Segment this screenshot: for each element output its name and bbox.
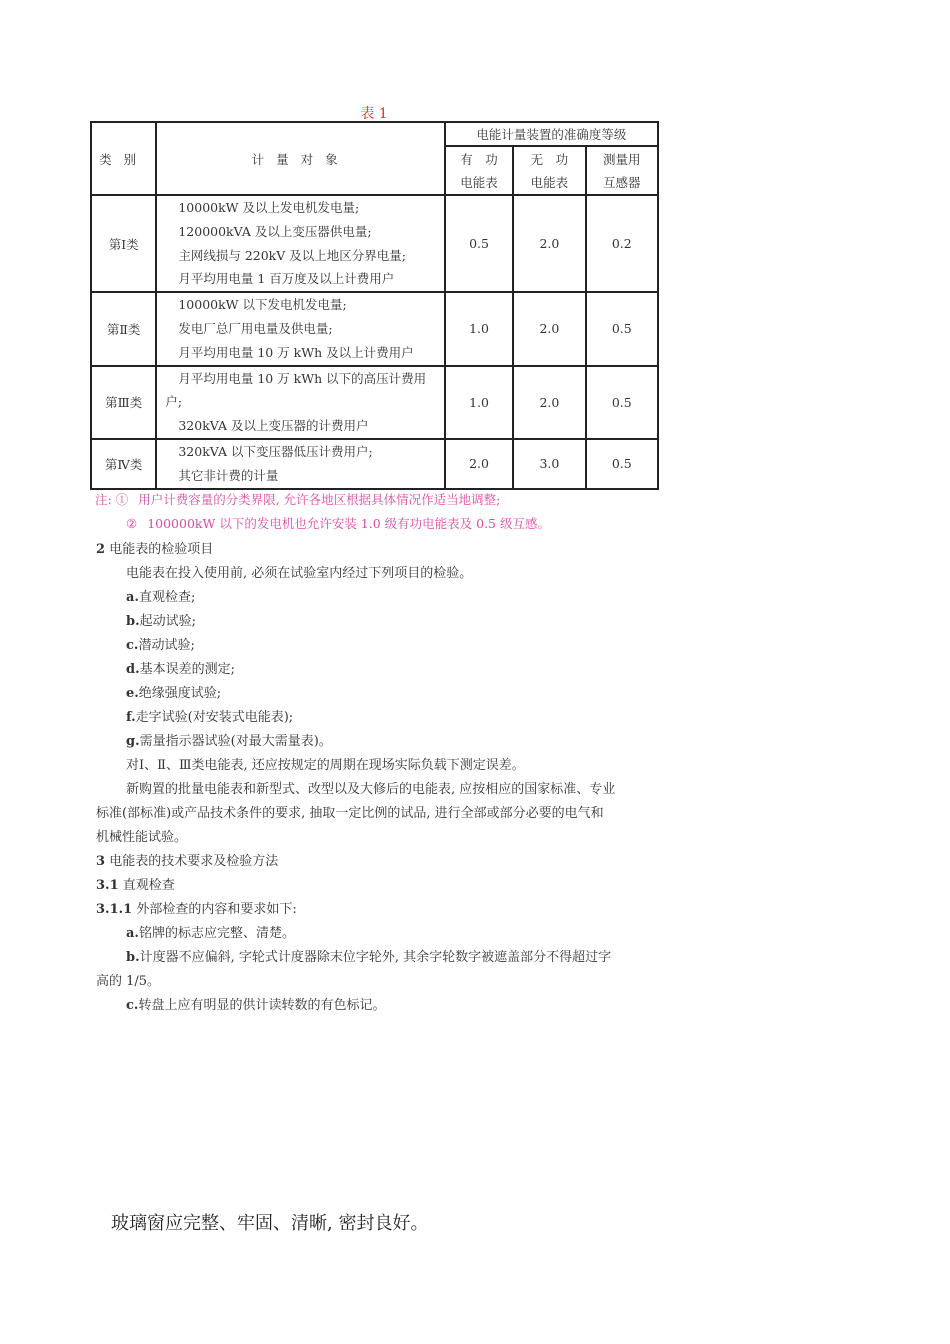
- table-caption: 表 1: [360, 106, 388, 122]
- list-item: [126, 994, 385, 1013]
- row-objects: [156, 292, 445, 365]
- item-letter: c.: [126, 638, 139, 653]
- row-active-value: 0.5: [445, 195, 513, 292]
- list-item: [126, 610, 196, 629]
- table-note-2: [126, 514, 550, 532]
- section-2-intro: 电能表在投入使用前, 必须在试验室内经过下列项目的检验。: [126, 566, 473, 581]
- section-3-heading: [96, 850, 278, 869]
- object-line: 户;: [165, 394, 183, 410]
- paragraph-line: 机械性能试验。: [96, 830, 188, 845]
- item-letter: b.: [126, 950, 140, 965]
- item-text: 铭牌的标志应完整、清楚。: [138, 926, 295, 941]
- section-number: 3: [96, 854, 106, 869]
- row-ct-value: 0.5: [586, 366, 658, 439]
- row-objects: [156, 366, 445, 439]
- object-line: 月平均用电量 10 万 kWh 及以上计费用户: [178, 344, 414, 360]
- item-text: 绝缘强度试验;: [138, 686, 222, 701]
- row-active-value: 1.0: [445, 366, 513, 439]
- section-number: 3.1.1: [96, 902, 133, 917]
- item-letter: f.: [126, 710, 136, 725]
- row-objects: [156, 195, 445, 292]
- paragraph-line: 高的 1/5。: [96, 974, 161, 989]
- section-title: 外部检查的内容和要求如下:: [136, 902, 297, 917]
- header-ct-line1: 测量用: [603, 151, 641, 167]
- row-reactive-value: 3.0: [513, 439, 585, 489]
- item-text: 走字试验(对安装式电能表);: [135, 710, 294, 725]
- item-letter: b.: [126, 614, 140, 629]
- item-text: 计度器不应偏斜, 字轮式计度器除末位字轮外, 其余字轮数字被遮盖部分不得超过字: [139, 950, 612, 965]
- header-reactive-line2: 电能表: [530, 174, 569, 190]
- header-active-line1: 有 功: [460, 151, 498, 167]
- header-reactive-meter: [513, 146, 585, 195]
- object-line: 10000kW 及以上发电机发电量;: [178, 200, 360, 215]
- section-number: 2: [96, 542, 106, 557]
- accuracy-class-table: [90, 121, 659, 490]
- row-category: 第Ⅰ类: [91, 195, 156, 292]
- section-title: 电能表的技术要求及检验方法: [109, 854, 279, 869]
- header-category: 类别: [91, 122, 156, 195]
- section-title: 直观检查: [122, 878, 175, 893]
- row-ct-value: 0.5: [586, 439, 658, 489]
- object-line: 主网线损与 220kV 及以上地区分界电量;: [178, 247, 406, 263]
- section-number: 3.1: [96, 878, 119, 893]
- header-active-line2: 电能表: [460, 174, 498, 190]
- table-row: [91, 439, 658, 489]
- row-reactive-value: 2.0: [513, 195, 585, 292]
- item-text: 直观检查;: [138, 590, 196, 605]
- object-line: 10000kW 以下发电机发电量;: [178, 297, 347, 313]
- list-item: [126, 922, 295, 941]
- item-text: 转盘上应有明显的供计读转数的有色标记。: [138, 998, 386, 1013]
- header-accuracy-group: 电能计量装置的准确度等级: [445, 122, 658, 146]
- item-letter: d.: [126, 662, 140, 677]
- note-prefix: 注:: [95, 492, 112, 507]
- row-reactive-value: 2.0: [513, 292, 585, 365]
- list-item: [126, 634, 195, 653]
- header-object: 计量对象: [156, 122, 445, 195]
- row-reactive-value: 2.0: [513, 366, 585, 439]
- row-ct-value: 0.2: [586, 195, 658, 292]
- item-letter: a.: [126, 590, 139, 605]
- header-reactive-line1: 无 功: [530, 151, 569, 167]
- list-item: [126, 586, 195, 605]
- item-letter: a.: [126, 926, 139, 941]
- header-ct-line2: 互感器: [603, 174, 641, 190]
- list-item: [126, 946, 611, 965]
- note-number: ②: [126, 516, 138, 531]
- paragraph-line: 新购置的批量电能表和新型式、改型以及大修后的电能表, 应按相应的国家标准、专业: [126, 782, 616, 797]
- row-active-value: 2.0: [445, 439, 513, 489]
- list-item: [126, 730, 332, 749]
- row-active-value: 1.0: [445, 292, 513, 365]
- item-text: 起动试验;: [139, 614, 197, 629]
- note-text: 用户计费容量的分类界限, 允许各地区根据具体情况作适当地调整;: [138, 492, 501, 507]
- item-text: 需量指示器试验(对最大需量表)。: [139, 734, 332, 749]
- paragraph-line: 标准(部标准)或产品技术条件的要求, 抽取一定比例的试品, 进行全部或部分必要的电气和: [96, 806, 604, 821]
- item-text: 基本误差的测定;: [139, 662, 236, 677]
- note-number: ①: [115, 492, 129, 507]
- table-header-row: [91, 122, 658, 146]
- section-2-heading: [96, 538, 213, 557]
- item-letter: g.: [126, 734, 140, 749]
- section-title: 电能表的检验项目: [109, 542, 214, 557]
- section-3-1-heading: [96, 874, 175, 893]
- row-category: 第Ⅲ类: [91, 366, 156, 439]
- object-line: 月平均用电量 1 百万度及以上计费用户: [178, 271, 395, 287]
- header-active-meter: [445, 146, 513, 195]
- object-line: 320kVA 以下变压器低压计费用户;: [178, 443, 373, 459]
- row-ct-value: 0.5: [586, 292, 658, 365]
- header-transformer: [586, 146, 658, 195]
- object-line: 月平均用电量 10 万 kWh 以下的高压计费用: [178, 370, 427, 386]
- object-line: 其它非计费的计量: [178, 467, 279, 483]
- item-text: 潜动试验;: [138, 638, 195, 653]
- bottom-paragraph: 玻璃窗应完整、牢固、清晰, 密封良好。: [111, 1213, 429, 1234]
- list-item: [126, 658, 235, 677]
- table-note-1: [95, 490, 500, 508]
- object-line: 120000kVA 及以上变压器供电量;: [178, 223, 372, 239]
- object-line: 320kVA 及以上变压器的计费用户: [178, 418, 369, 434]
- item-letter: c.: [126, 998, 139, 1013]
- object-line: 发电厂总厂用电量及供电量;: [178, 320, 333, 336]
- list-item: [126, 706, 293, 725]
- row-objects: [156, 439, 445, 489]
- row-category: 第Ⅳ类: [91, 439, 156, 489]
- list-item: [126, 682, 221, 701]
- row-category: 第Ⅱ类: [91, 292, 156, 365]
- note-text: 100000kW 以下的发电机也允许安装 1.0 级有功电能表及 0.5 级互感。: [147, 516, 550, 531]
- table-row: [91, 195, 658, 292]
- paragraph: 对Ⅰ、Ⅱ、Ⅲ类电能表, 还应按规定的周期在现场实际负载下测定误差。: [126, 758, 525, 773]
- table-row: [91, 292, 658, 365]
- section-3-1-1-heading: [96, 898, 297, 917]
- item-letter: e.: [126, 686, 139, 701]
- table-row: [91, 366, 658, 439]
